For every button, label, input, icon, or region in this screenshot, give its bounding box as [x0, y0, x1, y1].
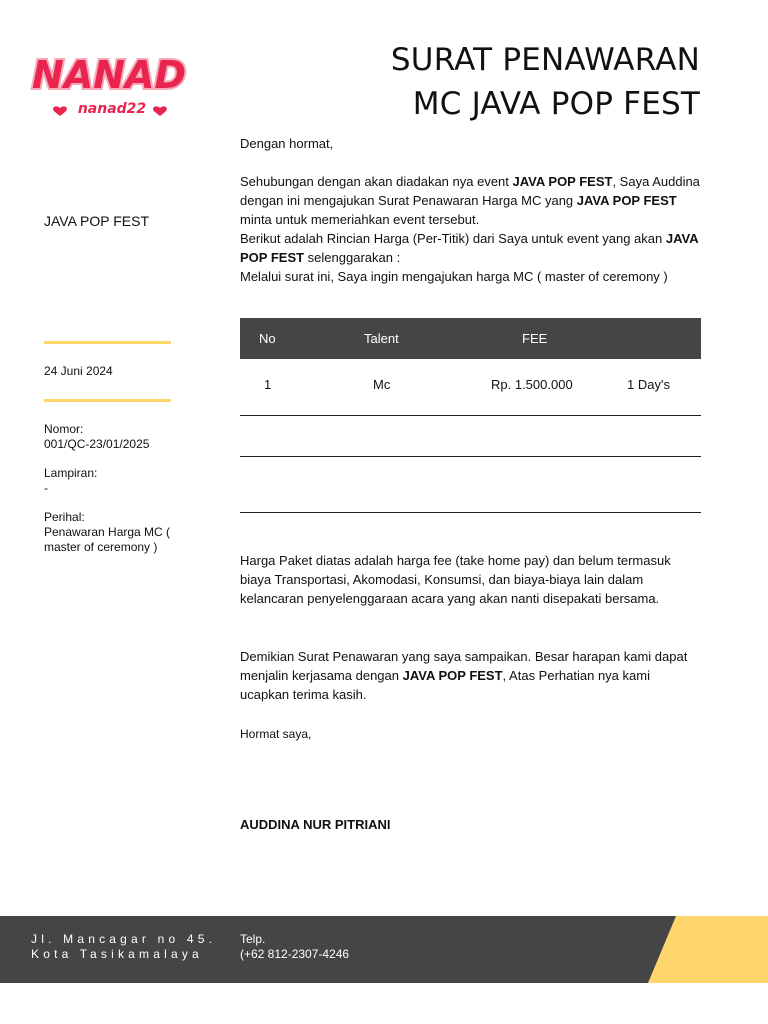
- pricing-intro-text: Berikut adalah Rincian Harga (Per-Titik) dari Saya untuk event yang akan: [240, 231, 666, 246]
- intro-text: Sehubungan dengan akan diadakan nya event: [240, 174, 513, 189]
- yellow-divider: [44, 399, 171, 402]
- footer-phone: [240, 932, 349, 962]
- phone-value: (+62 812-2307-4246: [240, 947, 350, 961]
- title-line-1: SURAT PENAWARAN: [390, 42, 700, 78]
- event-name-bold: JAVA POP FEST: [512, 174, 613, 189]
- footer-address: [31, 932, 216, 962]
- closing-salutation: Hormat saya,: [240, 727, 312, 741]
- phone-label: Telp.: [240, 932, 266, 946]
- logo-heart-icon: [53, 106, 67, 116]
- yellow-divider: [44, 341, 171, 344]
- perihal-value-line1: Penawaran Harga MC (: [44, 525, 171, 539]
- closing-paragraph: [240, 647, 702, 704]
- lampiran-value: -: [44, 481, 48, 495]
- lampiran-block: [44, 466, 194, 496]
- lampiran-label: Lampiran:: [44, 466, 98, 480]
- nomor-label: Nomor:: [44, 422, 84, 436]
- logo-sub-text: nanad22: [77, 101, 147, 117]
- nomor-value: 001/QC-23/01/2025: [44, 437, 150, 451]
- table-row: [240, 359, 701, 415]
- perihal-block: [44, 510, 194, 555]
- table-empty-row: [240, 457, 701, 512]
- address-line-2: Kota Tasikamalaya: [31, 947, 203, 961]
- nanad-logo: [30, 42, 188, 120]
- cell-talent: Mc: [373, 377, 391, 392]
- closing-text: , Atas Perhatian nya kami ucapkan terima kasih.: [240, 668, 650, 702]
- header-no: No: [259, 331, 276, 346]
- document-title: [391, 38, 700, 126]
- event-name-bold: JAVA POP FEST: [576, 193, 677, 208]
- perihal-label: Perihal:: [44, 510, 85, 524]
- header-talent: Talent: [364, 331, 399, 346]
- price-note-paragraph: Harga Paket diatas adalah harga fee (take home pay) dan belum termasuk biaya Transportasi, Akomodasi, Konsumsi, dan biaya-biaya lain dalam kelancaran penyelenggaraan acara yang akan nanti disepakati bersama.: [240, 553, 671, 606]
- letter-intro-paragraph: [240, 172, 702, 286]
- table-divider: [240, 512, 701, 513]
- table-empty-row: [240, 416, 701, 456]
- footer: [0, 916, 768, 983]
- event-name-bold: JAVA POP FEST: [402, 668, 503, 683]
- header-fee: FEE: [522, 331, 548, 346]
- cell-no: 1: [264, 377, 272, 392]
- intro-text: minta untuk memeriahkan event tersebut.: [240, 212, 480, 227]
- price-table: [240, 318, 701, 513]
- cell-duration: 1 Day's: [627, 377, 670, 392]
- letter-greeting: Dengan hormat,: [240, 136, 334, 151]
- intro-text: , Saya Auddina dengan ini mengajukan Surat Penawaran Harga MC yang: [240, 174, 700, 208]
- event-name-bold: JAVA POP FEST: [240, 231, 699, 265]
- address-line-1: Jl. Mancagar no 45.: [31, 932, 217, 946]
- sidebar-event-name: JAVA POP FEST: [44, 213, 150, 229]
- pricing-intro-text: selenggarakan :: [304, 250, 401, 265]
- letter-date: 24 Juni 2024: [44, 364, 113, 378]
- closing-text: Demikian Surat Penawaran yang saya sampaikan. Besar harapan kami dapat menjalin kerjasama dengan: [240, 649, 688, 683]
- title-line-2: MC JAVA POP FEST: [412, 86, 700, 122]
- cell-fee: Rp. 1.500.000: [491, 377, 573, 392]
- footer-accent-shape: [648, 916, 768, 983]
- nomor-block: [44, 422, 194, 452]
- offer-statement: Melalui surat ini, Saya ingin mengajukan harga MC ( master of ceremony ): [240, 269, 668, 284]
- table-header: [240, 318, 701, 359]
- signature-name: AUDDINA NUR PITRIANI: [240, 817, 391, 832]
- perihal-value-line2: master of ceremony ): [44, 540, 158, 554]
- logo-heart-icon: [153, 106, 167, 116]
- logo-main-text: NANAD: [32, 53, 186, 97]
